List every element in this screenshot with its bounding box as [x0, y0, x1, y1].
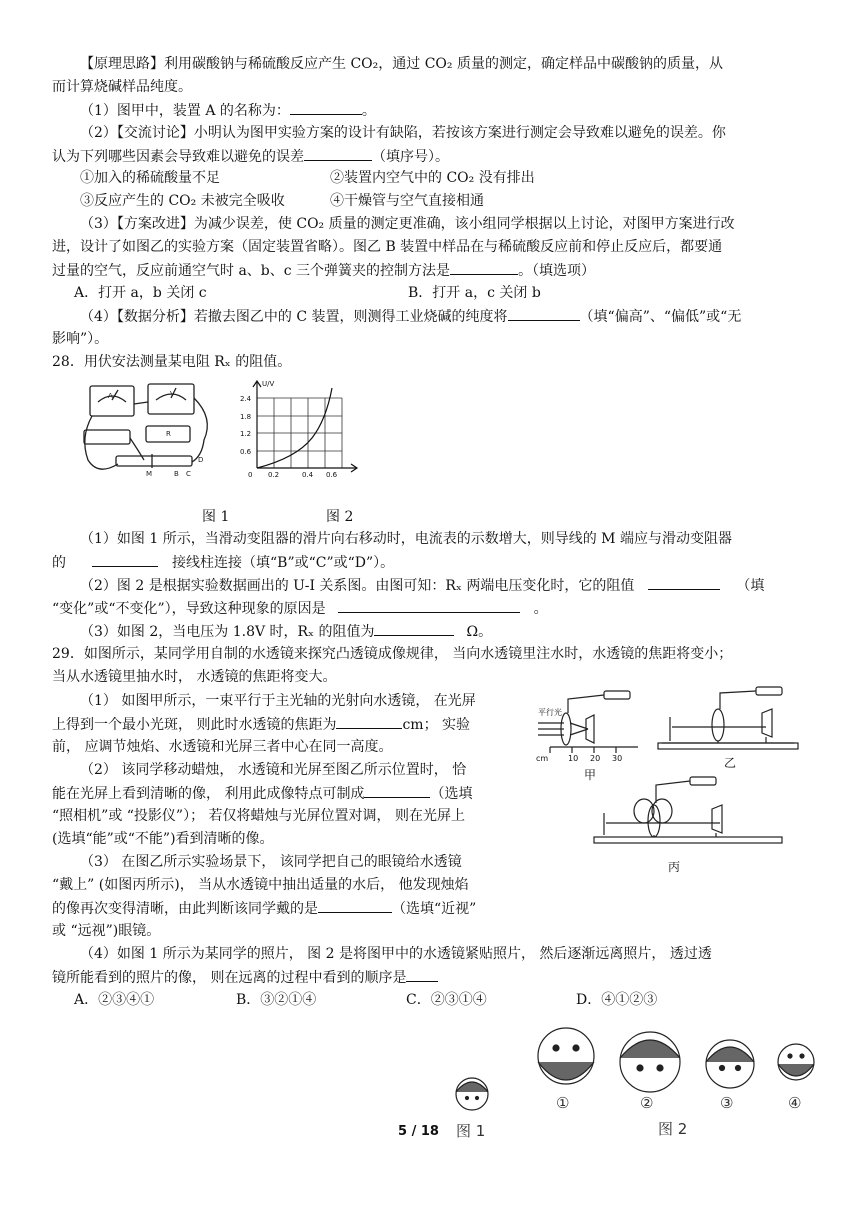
q29-part1-cont: 上得到一个最小光斑， 则此时水透镜的焦距为 cm； 实验 [52, 714, 470, 735]
q29-choice-c: C．②③①④ [406, 992, 487, 1008]
svg-text:C: C [186, 470, 191, 478]
graph-ylabel: U/V [262, 380, 275, 388]
svg-text:V: V [170, 390, 175, 398]
q28-part2-cont: “变化”或“不变化”），导致这种现象的原因是 。 [52, 598, 548, 619]
answer-blank[interactable] [648, 575, 720, 590]
q28-part1: （1）如图 1 所示，当滑动变阻器的滑片向右移动时，电流表的示数增大，则导线的 M 端应与滑动变阻器 [80, 531, 732, 547]
q29-part4: （4）如图 1 所示为某同学的照片， 图 2 是将图甲中的水透镜紧贴照片， 然后逐渐远离照片， 透过透 [80, 946, 712, 962]
photo-number: ① [556, 1094, 570, 1112]
q27-principle-cont: 而计算烧碱样品纯度。 [52, 79, 192, 95]
q27-part3-cont2: 过量的空气，反应前通空气时 a、b、c 三个弹簧夹的控制方法是 。（填选项） [52, 260, 595, 281]
ytick: 1.2 [240, 430, 252, 438]
figure-label-jia: 甲 [584, 768, 597, 782]
q29-part3-cont3: 或 “远视”)眼镜。 [52, 923, 161, 939]
ytick: 2.4 [240, 395, 252, 403]
answer-blank[interactable] [92, 552, 158, 567]
ytick: 0 [248, 471, 253, 479]
q28-part3: （3）如图 2，当电压为 1.8V 时，Rₓ 的阻值为 Ω。 [80, 621, 492, 642]
water-lens-apparatus-figure [534, 683, 802, 887]
q28-part2: （2）图 2 是根据实验数据画出的 U-I 关系图。由图可知：Rₓ 两端电压变化时，它的阻值 （填 [80, 575, 764, 596]
q27-part4: （4）【数据分析】若撤去图乙中的 C 装置，则测得工业烧碱的纯度将 （填“偏高”、“偏低”或“无 [80, 306, 741, 327]
image-4-inverted-small [778, 1044, 814, 1080]
q27-option-1: ①加入的稀硫酸量不足 [80, 170, 220, 186]
photo-caption-1: 图 1 [456, 1122, 486, 1140]
q27-choice-a: A．打开 a，b 关闭 c [74, 285, 207, 301]
answer-blank[interactable] [406, 967, 438, 982]
q29-part1-cont2: 前， 应调节烛焰、水透镜和光屏三者中心在同一高度。 [52, 739, 393, 755]
svg-text:A: A [108, 392, 113, 400]
q27-part2: （2）【交流讨论】小明认为图甲实验方案的设计有缺陷，若按该方案进行测定会导致难以避免的误差。你 [80, 125, 726, 141]
figure-label-yi: 乙 [724, 756, 737, 770]
answer-blank[interactable] [304, 146, 372, 161]
xtick: 0.4 [302, 471, 314, 479]
u-i-graph-figure [240, 378, 370, 486]
small-girl-photo [456, 1078, 488, 1110]
svg-text:B: B [174, 470, 179, 478]
figure-label-bing: 丙 [668, 860, 681, 874]
q29-part2-cont3: (选填“能”或“不能”)看到清晰的像。 [52, 831, 274, 847]
q29-choice-b: B．③②①④ [236, 992, 317, 1008]
figure-caption-2: 图 2 [326, 509, 354, 525]
q27-part3-cont: 进，设计了如图乙的实验方案（固定装置省略）。图乙 B 装置中样品在与稀硫酸反应前和停止反应后，都要通 [52, 239, 723, 255]
q27-option-4: ④干燥管与空气直接相通 [330, 193, 484, 209]
ruler-unit: cm [536, 754, 549, 763]
q29-part3-cont: “戴上” (如图丙所示)， 当从水透镜中抽出适量的水后， 他发现烛焰 [52, 877, 469, 893]
ruler-tick: 10 [568, 754, 579, 763]
xtick: 0.6 [326, 471, 338, 479]
image-3-upright-medium [706, 1040, 754, 1088]
answer-blank[interactable] [450, 260, 518, 275]
q27-part2-cont: 认为下列哪些因素会导致难以避免的误差 （填序号）。 [52, 146, 449, 167]
parallel-light-label: 平行光 [538, 708, 562, 717]
q29-part4-cont: 镜所能看到的照片的像， 则在远离的过程中看到的顺序是 [52, 967, 438, 988]
photo-number: ④ [788, 1094, 802, 1112]
image-1-inverted-large [538, 1028, 594, 1084]
page-number: 5 / 18 [398, 1124, 439, 1139]
q29-part3: （3） 在图乙所示实验场景下， 该同学把自己的眼镜给水透镜 [80, 854, 462, 870]
q29-choice-a: A．②③④① [74, 992, 155, 1008]
svg-text:R: R [166, 430, 171, 438]
answer-blank[interactable] [290, 100, 362, 115]
q29-part1: （1） 如图甲所示，一束平行于主光轴的光射向水透镜， 在光屏 [80, 693, 476, 709]
svg-text:D: D [198, 456, 204, 464]
q29-part2-cont2: “照相机”或 “投影仪”）； 若仅将蜡烛与光屏位置对调， 则在光屏上 [52, 808, 465, 824]
ruler-tick: 30 [612, 754, 623, 763]
ytick: 0.6 [240, 448, 252, 456]
photo-number: ③ [720, 1094, 734, 1112]
xtick: 0.2 [268, 471, 280, 479]
q28-part1-cont: 的 接线柱连接（填“B”或“C”或“D”）。 [52, 552, 394, 573]
q29-intro-cont: 当从水透镜里抽水时， 水透镜的焦距将变大。 [52, 669, 337, 685]
q29-choice-d: D．④①②③ [576, 992, 658, 1008]
photo-sequence-figure [436, 1018, 822, 1148]
answer-blank[interactable] [374, 621, 454, 636]
q29-part2-cont: 能在光屏上看到清晰的像， 利用此成像特点可制成 （选填 [52, 783, 472, 804]
answer-blank[interactable] [364, 783, 430, 798]
q27-option-3: ③反应产生的 CO₂ 未被完全吸收 [80, 193, 285, 209]
q29-part3-cont2: 的像再次变得清晰，由此判断该同学戴的是 （选填“近视” [52, 898, 476, 919]
q27-option-2: ②装置内空气中的 CO₂ 没有排出 [330, 170, 535, 186]
ytick: 1.8 [240, 413, 252, 421]
answer-blank[interactable] [508, 306, 580, 321]
q29-part2: （2） 该同学移动蜡烛， 水透镜和光屏至图乙所示位置时， 恰 [80, 762, 467, 778]
photo-number: ② [640, 1094, 654, 1112]
q27-part3: （3）【方案改进】为减少误差，使 CO₂ 质量的测定更准确，该小组同学根据以上讨论，对图甲方案进行改 [80, 216, 735, 232]
svg-text:M: M [146, 470, 153, 478]
q27-principle: 【原理思路】利用碳酸钠与稀硫酸反应产生 CO₂，通过 CO₂ 质量的测定，确定样品中碳酸钠的质量，从 [80, 56, 723, 72]
q27-part4-cont: 影响”）。 [52, 331, 109, 347]
figure-caption-1: 图 1 [202, 509, 230, 525]
answer-blank[interactable] [318, 898, 392, 913]
q27-part1: （1）图甲中，装置 A 的名称为： 。 [80, 100, 376, 121]
q29-intro: 29．如图所示，某同学用自制的水透镜来探究凸透镜成像规律， 当向水透镜里注水时，水透镜的焦距将变小； [52, 646, 733, 662]
ruler-tick: 20 [590, 754, 601, 763]
q27-choice-b: B．打开 a，c 关闭 b [408, 285, 541, 301]
circuit-diagram-figure [78, 378, 228, 480]
q28-title: 28．用伏安法测量某电阻 Rₓ 的阻值。 [52, 354, 292, 370]
image-2-upright-large [620, 1032, 680, 1092]
answer-blank[interactable] [336, 714, 402, 729]
answer-blank[interactable] [338, 598, 520, 613]
photo-caption-2: 图 2 [658, 1120, 688, 1138]
